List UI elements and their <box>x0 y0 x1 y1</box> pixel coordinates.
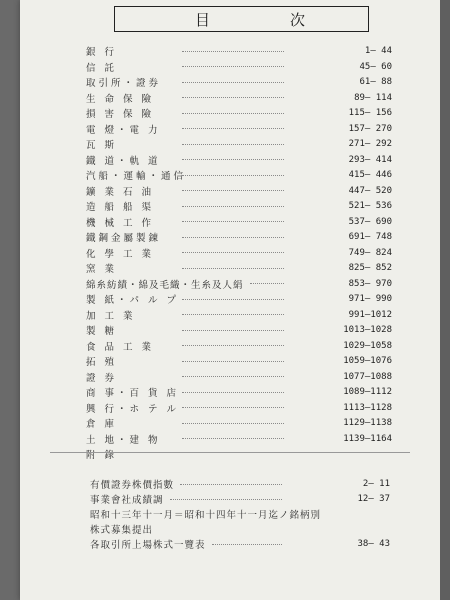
appendix-entry-pages: 12— 37 <box>357 494 390 504</box>
toc-entry-pages: 61— 88 <box>359 77 392 87</box>
leader-dots <box>182 268 284 269</box>
toc-entry-pages: 853— 970 <box>348 278 392 289</box>
leader-dots <box>182 144 284 145</box>
toc-entry-label: 銀 行 <box>86 47 118 58</box>
toc-entry-pages: 293— 414 <box>348 154 392 165</box>
leader-dots <box>182 345 284 346</box>
leader-dots <box>182 392 284 393</box>
toc-entry-pages: 157— 270 <box>348 123 392 134</box>
toc-entry-label: 土 地・建 物 <box>86 434 161 446</box>
toc-entry-pages: 1029—1058 <box>343 340 392 351</box>
leader-dots <box>182 299 284 300</box>
toc-entry-pages: 1— 44 <box>364 46 392 56</box>
toc-entry-pages: 1077—1088 <box>343 371 392 382</box>
leader-dots <box>182 237 284 238</box>
toc-entry-pages: 1113—1128 <box>343 402 392 413</box>
toc-entry-pages: 537— 690 <box>348 216 392 227</box>
leader-dots <box>182 206 284 207</box>
toc-entry-label: 拓 殖 <box>86 357 118 368</box>
leader-dots <box>182 423 284 424</box>
toc-title-char-2: 次 <box>290 11 307 29</box>
toc-entry-label: 鐵 道・軌 道 <box>86 155 161 167</box>
leader-dots <box>182 190 284 191</box>
toc-entry-label: 鐵鋼金屬製錬 <box>86 233 162 244</box>
table-of-contents <box>20 0 440 600</box>
toc-entry-label: 倉 庫 <box>86 419 118 430</box>
leader-dots <box>182 376 284 377</box>
toc-entry-pages: 521— 536 <box>348 201 392 211</box>
appendix-entry-label: 事業會社成績調 <box>90 495 164 506</box>
toc-entry-label: 附 錄 <box>86 450 118 461</box>
leader-dots <box>182 330 284 331</box>
leader-dots <box>182 66 284 67</box>
leader-dots <box>212 544 282 545</box>
appendix-entry-label: 有價證券株價指數 <box>90 480 175 491</box>
toc-entry-pages: 749— 824 <box>348 247 392 258</box>
leader-dots <box>182 175 284 176</box>
toc-entry-label: 信 託 <box>86 62 118 74</box>
toc-entry-label: 瓦 斯 <box>86 140 118 151</box>
toc-entry-pages: 1059—1076 <box>343 356 392 366</box>
toc-entry-pages: 971— 990 <box>348 294 392 304</box>
leader-dots <box>182 314 284 315</box>
appendix-entry-label: 株式募集提出 <box>90 525 154 536</box>
toc-entry-label: 造 船 船 渠 <box>86 202 155 213</box>
leader-dots <box>250 283 284 284</box>
toc-entry-pages: 1139—1164 <box>343 433 392 444</box>
toc-entry-label: 證 券 <box>86 372 118 384</box>
toc-entry-pages: 1089—1112 <box>343 387 392 397</box>
leader-dots <box>182 97 284 98</box>
toc-entry-label: 化 學 工 業 <box>86 248 155 260</box>
toc-entry-pages: 1129—1138 <box>343 418 392 428</box>
toc-entry-label: 綿糸紡績・綿及毛織・生糸及人絹 <box>86 279 244 291</box>
toc-entry-pages: 991—1012 <box>348 309 392 320</box>
toc-entry-pages: 447— 520 <box>348 185 392 196</box>
leader-dots <box>182 113 284 114</box>
toc-entry-pages: 115— 156 <box>348 108 392 118</box>
toc-entry-label: 機 械 工 作 <box>86 217 155 229</box>
toc-entry-pages: 45— 60 <box>359 61 392 72</box>
toc-entry-label: 興 行・ホ テ ル <box>86 403 180 415</box>
toc-entry-pages: 1013—1028 <box>343 325 392 335</box>
document-page <box>20 0 440 600</box>
leader-dots <box>182 51 284 52</box>
toc-entry-label: 製 糖 <box>86 326 118 337</box>
toc-entry-pages: 691— 748 <box>348 232 392 242</box>
appendix-entry-label: 昭和十三年十一月＝昭和十四年十一月迄ノ銘柄別 <box>90 510 322 521</box>
section-divider <box>50 452 410 453</box>
toc-entry-label: 食 品 工 業 <box>86 341 155 353</box>
toc-entry-label: 取引所・證券 <box>86 78 162 89</box>
leader-dots <box>182 407 284 408</box>
background-edge <box>440 0 450 600</box>
leader-dots <box>180 484 282 485</box>
toc-entry-row <box>86 445 392 463</box>
toc-entry-pages: 415— 446 <box>348 170 392 180</box>
appendix-entry-pages: 2— 11 <box>362 479 390 489</box>
leader-dots <box>182 82 284 83</box>
toc-entry-label: 商 事・百 貨 店 <box>86 388 180 399</box>
toc-title-char-1: 目 <box>195 11 212 29</box>
appendix-entry-row <box>90 535 390 553</box>
toc-entry-label: 汽船・運輸・通信 <box>86 171 187 182</box>
toc-entry-label: 電 燈・電 力 <box>86 124 161 136</box>
toc-entry-label: 損 害 保 險 <box>86 109 155 120</box>
appendix-entry-pages: 38— 43 <box>357 539 390 549</box>
toc-entry-label: 加 工 業 <box>86 310 136 322</box>
leader-dots <box>182 159 284 160</box>
leader-dots <box>182 128 284 129</box>
toc-entry-label: 鑛 業 石 油 <box>86 186 155 198</box>
leader-dots <box>182 361 284 362</box>
toc-entry-label: 製 紙・パ ル プ <box>86 295 180 306</box>
leader-dots <box>182 252 284 253</box>
toc-entry-label: 窯 業 <box>86 264 118 275</box>
toc-entry-label: 生 命 保 險 <box>86 93 155 105</box>
leader-dots <box>170 499 282 500</box>
toc-entry-pages: 89— 114 <box>354 92 392 103</box>
toc-entry-pages: 271— 292 <box>348 139 392 149</box>
leader-dots <box>182 438 284 439</box>
toc-entry-pages: 825— 852 <box>348 263 392 273</box>
leader-dots <box>182 221 284 222</box>
appendix-entry-label: 各取引所上場株式一覽表 <box>90 540 206 551</box>
